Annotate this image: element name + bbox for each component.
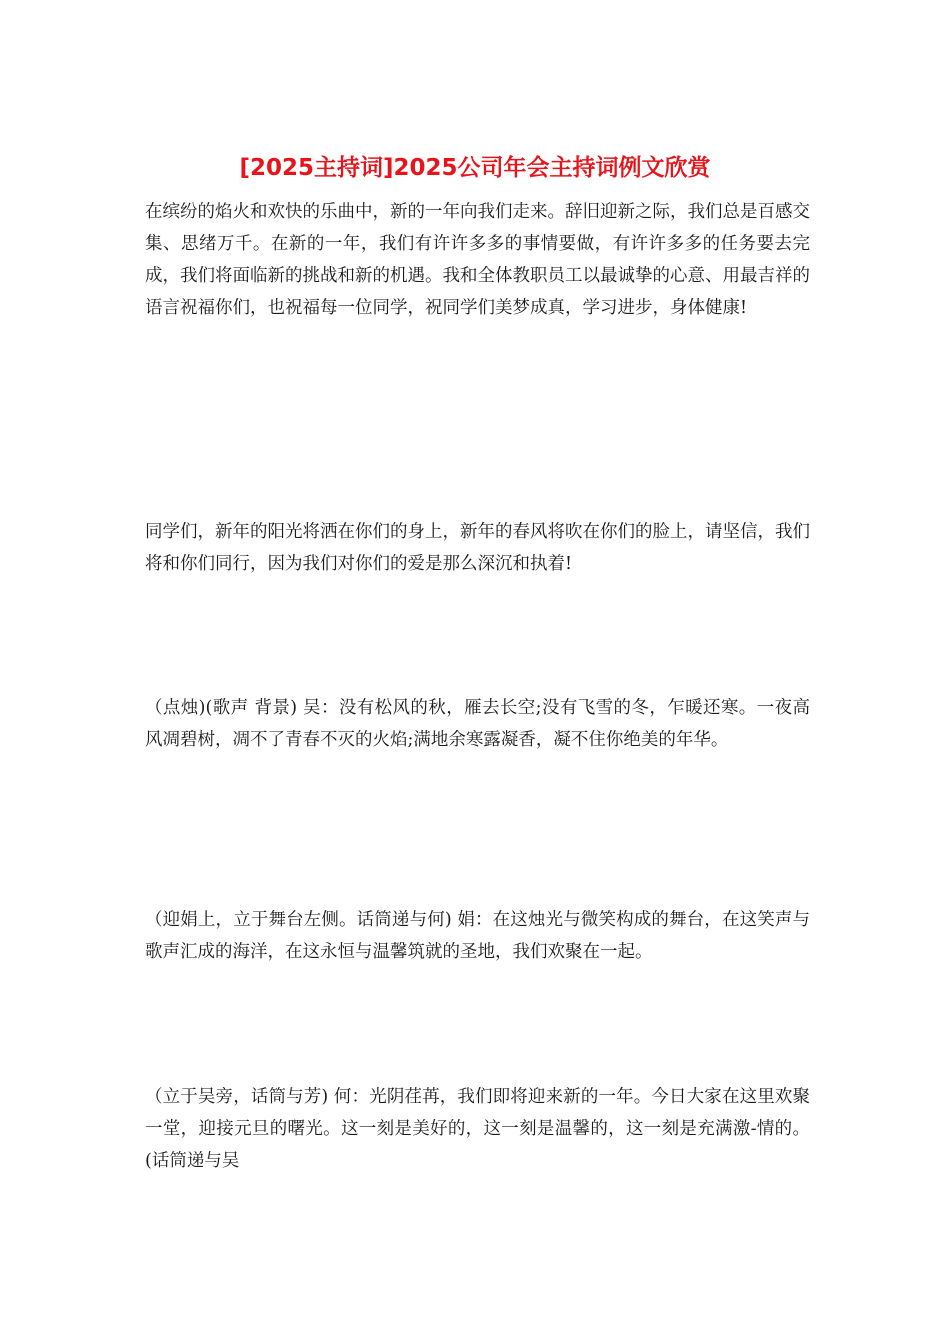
document-title: [2025主持词]2025公司年会主持词例文欣赏 xyxy=(239,155,711,181)
paragraph-intro: 在缤纷的焰火和欢快的乐曲中，新的一年向我们走来。辞旧迎新之际，我们总是百感交集、思绪万千。在新的一年，我们有许许多多的事情要做，有许许多多的任务要去完成，我们将面临新的挑战和新的机遇。我和全体教职员工以最诚挚的心意、用最吉祥的语言祝福你们，也祝福每一位同学，祝同学们美梦成真，学习进步，身体健康! xyxy=(145,202,810,318)
paragraph-candle-lighting: （点烛)(歌声 背景) 吴：没有松风的秋，雁去长空;没有飞雪的冬，乍暖还寒。一夜高风凋碧树，凋不了青春不灭的火焰;满地余寒露凝香，凝不住你绝美的年华。 xyxy=(145,698,810,750)
paragraph-students: 同学们，新年的阳光将洒在你们的身上，新年的春风将吹在你们的脸上，请坚信，我们将和你们同行，因为我们对你们的爱是那么深沉和执着! xyxy=(145,522,810,574)
paragraph-he-speaks: （立于吴旁，话筒与芳) 何：光阴荏苒，我们即将迎来新的一年。今日大家在这里欢聚一堂，迎接元旦的曙光。这一刻是美好的，这一刻是温馨的，这一刻是充满激-情的。(话筒递与吴 xyxy=(145,1087,810,1171)
paragraph-juan-enters: （迎娟上，立于舞台左侧。话筒递与何) 娟：在这烛光与微笑构成的舞台，在这笑声与歌声汇成的海洋，在这永恒与温馨筑就的圣地，我们欢聚在一起。 xyxy=(145,910,810,962)
